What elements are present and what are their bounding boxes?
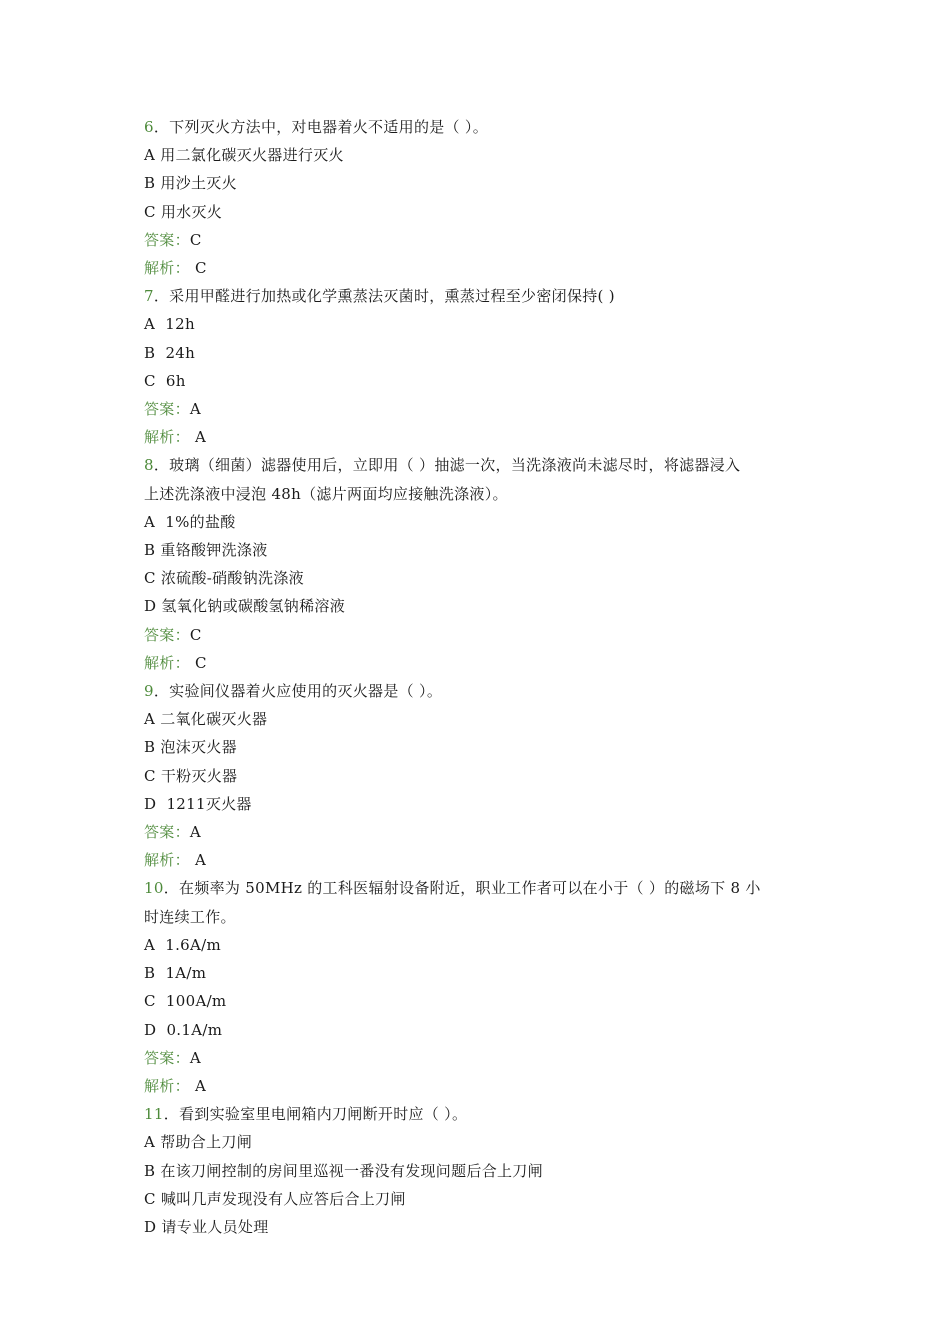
answer-value: A (189, 400, 202, 419)
analysis-value: A (189, 1076, 207, 1095)
answer-option: D 1211灭火器 (144, 794, 252, 813)
analysis-line (144, 649, 810, 677)
question-text: ．下列灭火方法中，对电器着火不适用的是（ ）。 (153, 118, 489, 136)
analysis-value: A (189, 851, 207, 870)
question-text-continued: 时连续工作。 (144, 907, 236, 926)
answer-value: A (189, 823, 202, 842)
question-page (144, 113, 810, 1241)
answer-option: D 0.1A/m (144, 1020, 223, 1039)
question-block (144, 282, 810, 451)
answer-option: A 帮助合上刀闸 (144, 1133, 253, 1152)
answer-label: 答案： (144, 625, 190, 644)
analysis-label: 解析： (144, 428, 190, 447)
analysis-line (144, 846, 810, 874)
answer-value: C (189, 230, 202, 249)
answer-option: D 请专业人员处理 (144, 1217, 269, 1236)
answer-option: C 6h (144, 371, 186, 390)
analysis-label: 解析： (144, 1076, 190, 1095)
answer-option: C 用水灭火 (144, 202, 223, 221)
analysis-line (144, 1072, 810, 1100)
question-block (144, 677, 810, 874)
answer-label: 答案： (144, 400, 190, 419)
answer-line (144, 1044, 810, 1072)
analysis-line (144, 423, 810, 451)
analysis-line (144, 254, 810, 282)
question-text-continued: 上述洗涤液中浸泡 48h（滤片两面均应接触洗涤液）。 (144, 484, 508, 503)
question-stem (144, 874, 810, 902)
answer-label: 答案： (144, 230, 190, 249)
question-block (144, 1100, 810, 1241)
answer-value: A (189, 1048, 202, 1067)
answer-option: A 12h (144, 315, 195, 334)
analysis-label: 解析： (144, 851, 190, 870)
answer-label: 答案： (144, 1048, 190, 1067)
answer-option: C 100A/m (144, 992, 227, 1011)
question-number: 10 (144, 879, 164, 898)
question-stem (144, 451, 810, 479)
answer-line (144, 621, 810, 649)
answer-label: 答案： (144, 823, 190, 842)
question-number: 11 (144, 1105, 164, 1124)
question-number: 9 (144, 682, 154, 701)
question-text: ．实验间仪器着火应使用的灭火器是（ ）。 (153, 682, 443, 701)
answer-line (144, 395, 810, 423)
answer-option: C 喊叫几声发现没有人应答后合上刀闸 (144, 1189, 406, 1208)
analysis-label: 解析： (144, 259, 190, 278)
answer-option: A 1%的盐酸 (144, 512, 236, 531)
answer-option: B 重铬酸钾洗涤液 (144, 541, 268, 560)
question-stem (144, 113, 810, 141)
question-text: ．在频率为 50MHz 的工科医辐射设备附近，职业工作者可以在小于（ ）的磁场下 8 小 (163, 879, 761, 898)
analysis-label: 解析： (144, 653, 190, 672)
question-block (144, 874, 810, 1100)
question-number: 7 (144, 287, 154, 306)
answer-option: C 浓硫酸-硝酸钠洗涤液 (144, 569, 304, 588)
question-text: ．看到实验室里电闸箱内刀闸断开时应（ ）。 (163, 1105, 468, 1124)
question-number: 6 (144, 118, 154, 136)
answer-option: B 1A/m (144, 964, 207, 983)
answer-option: B 用沙土灭火 (144, 174, 237, 193)
answer-option: B 在该刀闸控制的房间里巡视一番没有发现问题后合上刀闸 (144, 1161, 543, 1180)
analysis-value: C (189, 653, 207, 672)
question-number: 8 (144, 456, 154, 475)
answer-option: A 1.6A/m (144, 935, 222, 954)
answer-option: B 泡沫灭火器 (144, 738, 237, 757)
analysis-value: C (189, 259, 207, 278)
question-text: ．采用甲醛进行加热或化学熏蒸法灭菌时，熏蒸过程至少密闭保持( ) (153, 287, 615, 306)
answer-option: A 二氧化碳灭火器 (144, 710, 268, 729)
answer-line (144, 818, 810, 846)
question-stem (144, 282, 810, 310)
answer-option: A 用二氯化碳灭火器进行灭火 (144, 146, 344, 165)
answer-option: D 氢氧化钠或碳酸氢钠稀溶液 (144, 597, 345, 616)
question-stem (144, 1100, 810, 1128)
question-block (144, 451, 810, 677)
answer-line (144, 226, 810, 254)
question-text: ．玻璃（细菌）滤器使用后，立即用（ ）抽滤一次，当洗涤液尚未滤尽时，将滤器浸入 (153, 456, 741, 475)
answer-option: B 24h (144, 343, 196, 362)
analysis-value: A (189, 428, 207, 447)
question-stem (144, 677, 810, 705)
answer-value: C (189, 625, 202, 644)
answer-option: C 干粉灭火器 (144, 766, 238, 785)
question-block (144, 113, 810, 282)
